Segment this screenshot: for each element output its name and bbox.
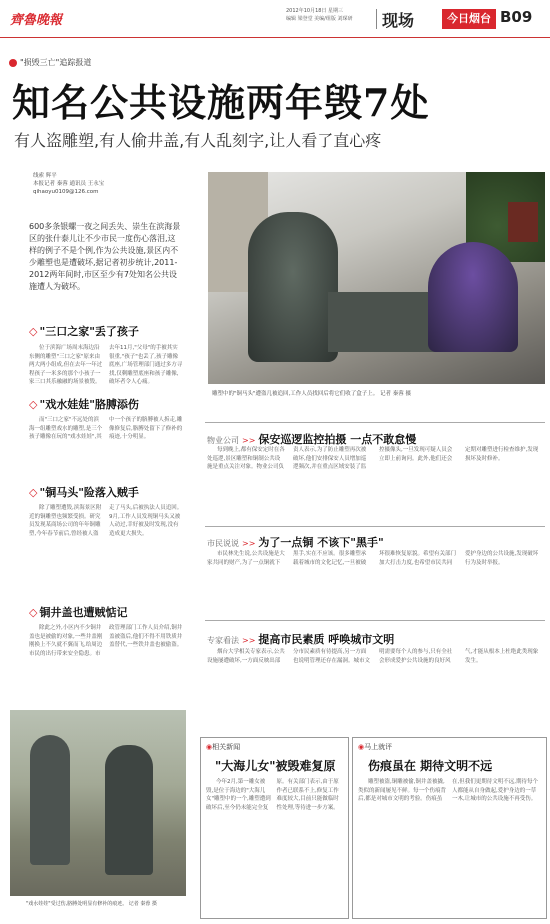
dateline	[286, 7, 378, 23]
subheadline: 有人盗雕塑,有人偷井盖,有人乱刻字,让人看了直心疼	[14, 131, 382, 150]
arrow-icon: >>	[242, 636, 256, 645]
story-kicker	[9, 57, 91, 68]
page-number: B09	[500, 8, 533, 26]
section-rule	[205, 526, 545, 527]
diamond-icon: ◇	[29, 486, 38, 499]
subsection-title-3	[29, 484, 139, 500]
section-title: 为了一点铜 不该下"黑手"	[258, 536, 384, 549]
arrow-icon: >>	[242, 539, 256, 548]
section-kicker: 专家看法	[207, 636, 239, 645]
dateline-editors: 编辑 梁登堂 美编/组版 刘琛研	[286, 16, 353, 22]
section-body-3: 烟台大学相关专家表示,公共设施屡遭破坏,一方面反映出部分市民素质有待提高,另一方面也说明管理还存在漏洞。城市文明需要每个人的参与,只有全社会形成爱护公共设施的良好风气,才能从根本上杜绝此类现象发生。	[207, 649, 539, 664]
header-divider	[376, 9, 377, 29]
section-rule	[205, 620, 545, 621]
subsection-title-2	[29, 396, 139, 412]
subsection-title-text: "戏水娃娃"胳膊添伤	[39, 398, 139, 411]
section-kicker: 物业公司	[207, 436, 239, 445]
box-body: 今年2月,第一雕女被毁,是位于海边的"大海儿女"雕塑中的一个,雕塑遭到破坏后,至今仍未能完全复原。有关部门表示,由于原作者已联系不上,修复工作难度较大,目前只能做临时性处理,等待进一步方案。	[206, 779, 339, 811]
channel-badge: 今日烟台	[442, 9, 496, 29]
subsection-title-4	[29, 604, 127, 620]
header-rule	[0, 37, 550, 38]
photo-bench	[328, 292, 438, 352]
photo-statue-child	[105, 745, 153, 875]
section-name: 现场	[382, 11, 415, 30]
masthead-logo: 齊魯晚報	[10, 13, 63, 28]
subsection-title-1	[29, 323, 139, 339]
subsection-title-text: "铜马头"险落入贼手	[39, 486, 139, 499]
main-photo	[208, 172, 545, 384]
section-kicker: 市民说说	[207, 539, 239, 548]
box-label	[206, 742, 240, 752]
section-head-1	[207, 428, 416, 447]
section-head-2	[207, 531, 384, 550]
photo-worker	[428, 242, 518, 352]
main-photo-caption: 雕塑中的"铜马头"遭盗几被追回,工作人员找回后将它们收了盒子上。 记者 秦蓉 摄	[212, 391, 412, 397]
box-marker-icon: ◉	[358, 743, 365, 751]
diamond-icon: ◇	[29, 398, 38, 411]
byline: 线索 辉平 本报记者 秦蓉 通讯员 王永宝 qihaoyu0109@126.com	[33, 173, 105, 195]
box-body: 雕塑被盗,铜雕被偷,铜井盖被撬,类似的新闻屡见不鲜。每一个伤痕背后,都是对城市文明的考验。伤痕虽在,但我们更期待文明不远,期待每个人都能从自身做起,爱护身边的一草一木,让城市的公共设施不再受伤。	[358, 779, 538, 803]
headline: 知名公共设施两年毁7处	[12, 80, 430, 125]
secondary-photo	[10, 710, 186, 896]
dateline-date: 2012年10月18日 星期三	[286, 8, 344, 14]
box-marker-icon: ◉	[206, 743, 213, 751]
subsection-body-4: 除此之外,小区内不少铜井盖也是被偷的对象,一些井盖刚刚换上不久就不翼而飞,给周边市民的出行带来安全隐患。市政管理部门工作人员介绍,铜井盖被盗后,他们不得不用铁质井盖替代,一些铁井盖也被偷盗。	[29, 625, 183, 657]
lede-paragraph: 600多条银螺一夜之间丢失、崇生在滨海景区的张什泰儿让不少市民一度伤心落泪,这样的例子不是个例,作为公共设施,景区内不少雕塑也是遭破坏,据记者初步统计,2011-2012两年间时,市区至少有7处知名公共设施遭人为破坏。	[29, 222, 181, 291]
arrow-icon: >>	[242, 436, 256, 445]
photo-window	[508, 202, 538, 242]
section-head-3	[207, 628, 394, 647]
diamond-icon: ◇	[29, 325, 38, 338]
section-title: 保安巡逻监控拍摄 一点不敢怠慢	[258, 433, 417, 446]
section-body-1: 每到晚上,都有保安定时在各处巡逻,景区雕塑和铜制公共设施是重点关注对象。物业公司负责人表示,为了防止雕塑再次被破坏,他们安排保安人员增加巡逻频次,并在重点区域安装了监控摄像头,一旦发现可疑人员会立即上前询问。此外,他们还会定期对雕塑进行检查维护,发现损坏及时修补。	[207, 447, 539, 471]
photo-statue-child	[30, 735, 70, 865]
box-title: "大海儿女"被毁难复原	[215, 759, 336, 773]
section-title: 提高市民素质 呼唤城市文明	[258, 633, 395, 646]
subsection-title-text: "三口之家"丢了孩子	[39, 325, 139, 338]
diamond-icon: ◇	[29, 606, 38, 619]
subsection-title-text: 铜井盖也遭贼惦记	[39, 606, 128, 619]
subsection-body-1: 位于滨海广场周末海边沿东侧的雕塑"三口之家"原来由两大两小组成,但在去年一年过程孩子一米多的那个小孩子一家三口其乐融融的场景被毁。去年11月,"父母"的手被其实很重,"孩子"也丢了,孩子雕像底座,广场管理部门通过多方寻找,仅剩雕塑底座和孩子雕像,破坏者令人心痛。	[29, 345, 183, 386]
kicker-dot-icon	[9, 59, 17, 67]
story-kicker-text: "损毁三亡"追踪报道	[20, 58, 92, 67]
subsection-body-3: 除了雕塑遭毁,滨海景区附近的铜雕塑也频繁受损。研究员发现某商场公司的年年铜雕塑,今年春节前后,曾经被人盗走了马头,后被执法人员追回。9月,工作人员发现铜马头又被人动过,幸好被及时发现,没有造成更大损失。	[29, 505, 183, 537]
secondary-photo-caption: "戏水娃娃"受过伤,胳膊处明显有修补的痕迹。 记者 秦蓉 摄	[26, 901, 157, 907]
photo-statue	[248, 212, 338, 362]
box-label-text: 马上就评	[364, 743, 393, 751]
section-rule	[205, 422, 545, 423]
box-title: 伤痕虽在 期待文明不远	[368, 759, 493, 773]
box-label	[358, 742, 392, 752]
section-body-2: 市民林先生说,公共设施是大家共同的财产,为了一点铜就下黑手,实在不应该。很多雕塑承载着城市的文化记忆,一旦被破坏很难恢复原貌。希望有关部门加大打击力度,也希望市民共同爱护身边的公共设施,发现破坏行为及时举报。	[207, 551, 539, 566]
subsection-body-2: 而"三口之家"不远处的滨海一组雕塑戏水的雕塑,是三个孩子雕像在玩的"戏水娃娃",其中一个孩子的胳膊被人拆走,雕像修复后,胳膊处留下了修补的痕迹,十分明显。	[29, 417, 183, 441]
box-label-text: 相关新闻	[212, 743, 241, 751]
